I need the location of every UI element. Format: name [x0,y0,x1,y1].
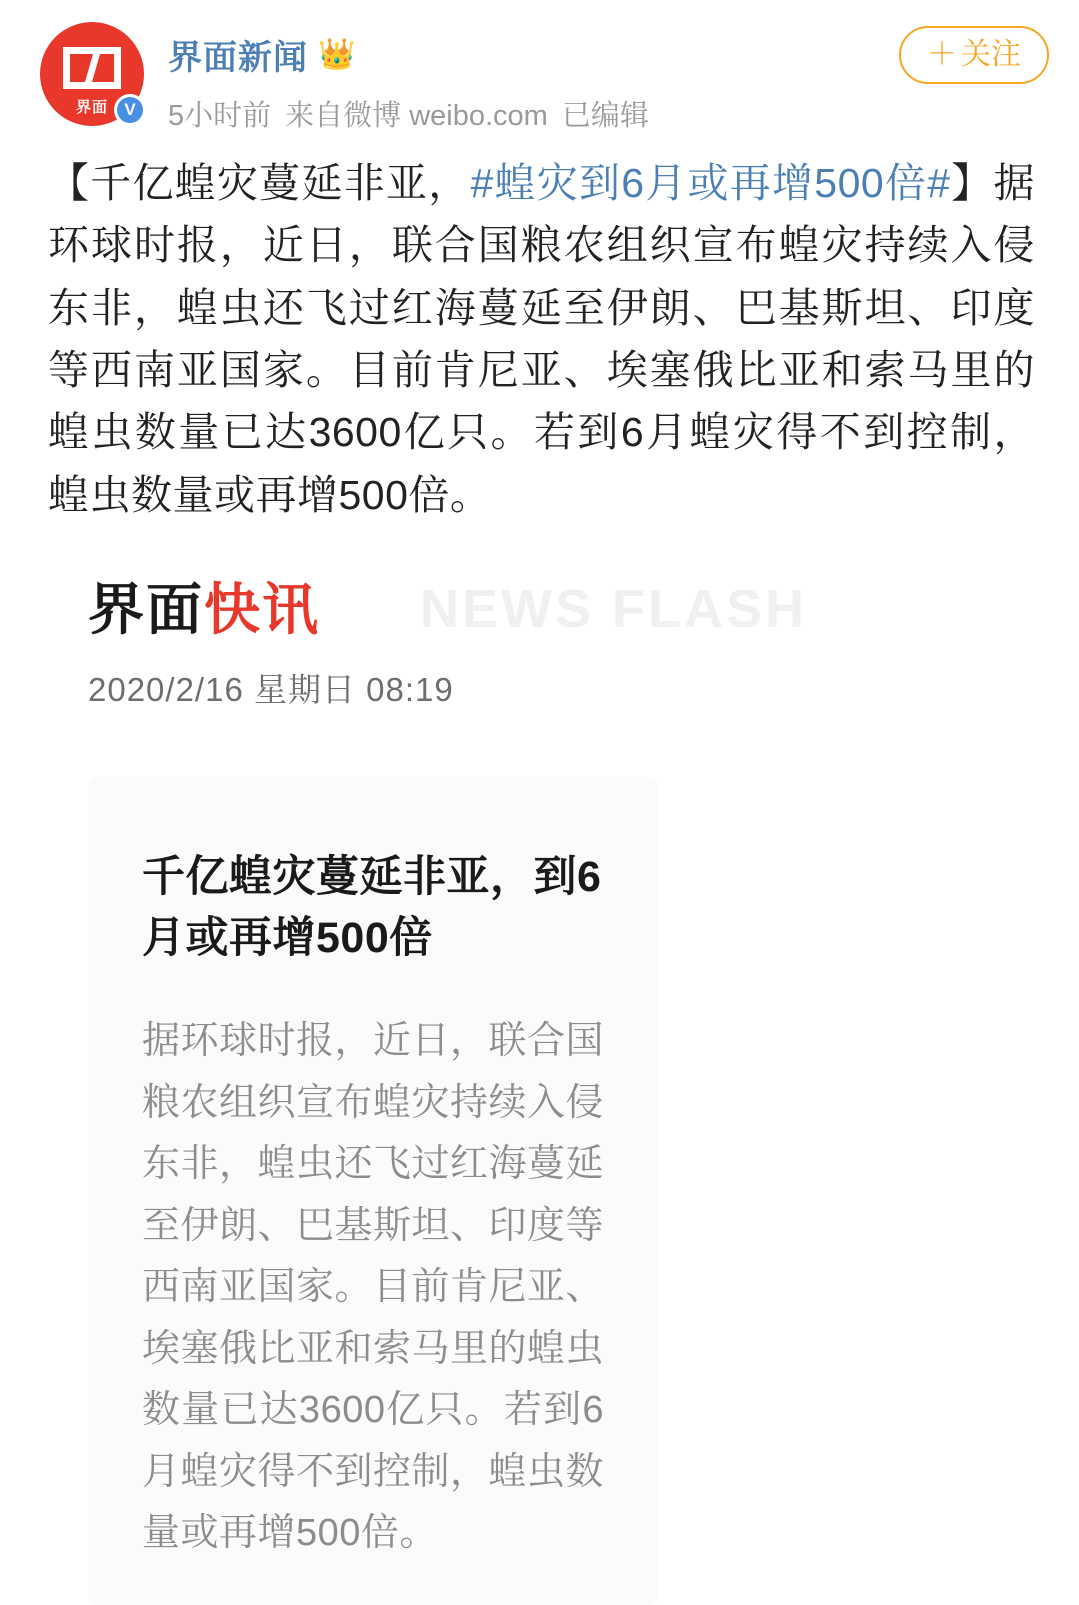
post-content-bracket-close: 】 [950,160,994,206]
avatar[interactable] [40,22,144,126]
plus-icon: ＋ [927,38,957,71]
post-content [0,134,1079,526]
news-flash-logo-red: 快讯 [204,577,320,641]
news-flash-date: 2020/2/16 星期日 08:19 [88,670,454,708]
post-time: 5小时前 [168,100,272,132]
post-content-prefix: 【千亿蝗灾蔓延非亚， [48,160,471,206]
jiemian-logo-icon [63,47,121,89]
post-edited-label: 已编辑 [561,100,649,132]
post-meta [168,93,1051,134]
post-content-body: 据环球时报，近日，联合国粮农组织宣布蝗灾持续入侵东非，蝗虫还飞过红海蔓延至伊朗、巴基斯坦、印度等西南亚国家。目前肯尼亚、埃塞俄比亚和索马里的蝗虫数量已达3600亿只。若到6月蝗灾得不到控制，蝗虫数量或再增500倍。 [48,160,1035,518]
author-name[interactable]: 界面新闻 [168,39,308,77]
follow-button[interactable] [899,26,1049,84]
news-flash-logo [88,577,320,641]
news-flash-header [0,526,1079,711]
news-card[interactable] [88,777,658,1605]
verified-badge-icon: V [114,94,146,126]
crown-icon: 👑 [318,37,356,71]
avatar-brand-label: 界面 [75,99,108,116]
post-header [0,0,1079,134]
news-flash-watermark: NEWS FLASH [420,578,807,639]
follow-button-label: 关注 [961,38,1021,71]
news-flash-logo-black: 界面 [88,577,204,641]
news-card-title: 千亿蝗灾蔓延非亚，到6月或再增500倍 [142,852,602,962]
post-source[interactable]: 来自微博 weibo.com [285,100,548,132]
hashtag-link[interactable]: #蝗灾到6月或再增500倍# [470,160,951,206]
news-card-text: 据环球时报，近日，联合国粮农组织宣布蝗灾持续入侵东非，蝗虫还飞过红海蔓延至伊朗、巴基斯坦、印度等西南亚国家。目前肯尼亚、埃塞俄比亚和索马里的蝗虫数量已达3600亿只。若到6月蝗灾得不到控制，蝗虫数量或再增500倍。 [142,1019,605,1555]
